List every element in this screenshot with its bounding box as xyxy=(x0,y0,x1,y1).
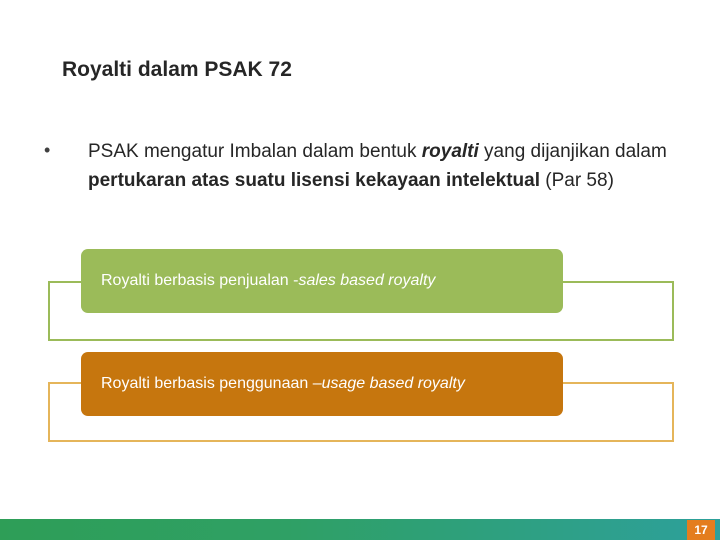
bullet-text-part: PSAK mengatur Imbalan dalam bentuk xyxy=(88,141,422,162)
bullet-text-part: (Par 58) xyxy=(539,170,614,191)
sales-royalty-english: sales based royalty xyxy=(298,272,436,289)
bullet-marker: • xyxy=(44,140,51,160)
usage-royalty-label: Royalti berbasis penggunaan – xyxy=(101,375,322,392)
usage-royalty-bar xyxy=(81,352,563,416)
bullet-text-part: yang dijanjikan dalam xyxy=(478,141,667,162)
sales-royalty-bar xyxy=(81,249,563,313)
bullet-royalti-term: royalti xyxy=(421,141,479,162)
footer-band xyxy=(0,519,720,540)
slide-title: Royalti dalam PSAK 72 xyxy=(62,58,292,81)
page-number-badge: 17 xyxy=(687,520,715,540)
bullet-emphasis: pertukaran atas suatu lisensi kekayaan intelektual xyxy=(88,170,540,191)
usage-royalty-english: usage based royalty xyxy=(321,375,465,392)
bullet-text xyxy=(88,137,668,195)
sales-royalty-label: Royalti berbasis penjualan - xyxy=(101,272,299,289)
